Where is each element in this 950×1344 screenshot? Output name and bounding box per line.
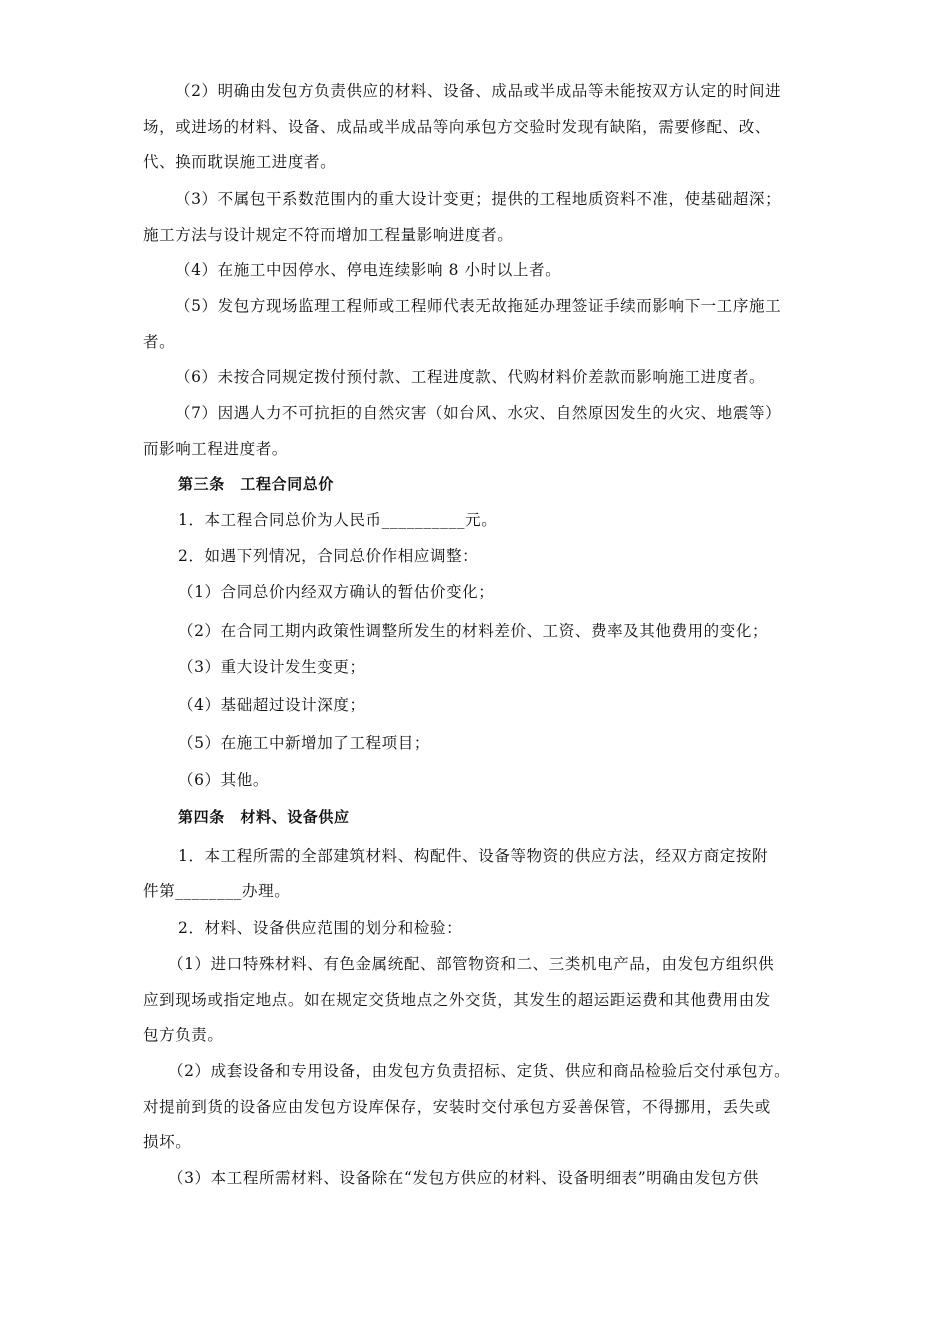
article-3-sub-6: （6）其他。 <box>178 771 269 789</box>
article-3-sub-4: （4）基础超过设计深度； <box>178 696 366 714</box>
article-3-sub-2: （2）在合同工期内政策性调整所发生的材料差价、工资、费率及其他费用的变化； <box>178 622 769 640</box>
article-4-sub-3-line-1: （3）本工程所需材料、设备除在“发包方供应的材料、设备明细表”明确由发包方供 <box>168 1169 760 1187</box>
clause-2-3-line-2: 施工方法与设计规定不符而增加工程量影响进度者。 <box>143 226 514 244</box>
article-3-item-2: 2．如遇下列情况，合同总价作相应调整： <box>178 547 479 565</box>
article-4-sub-2-line-1: （2）成套设备和专用设备，由发包方负责招标、定货、供应和商品检验后交付承包方。 <box>168 1062 791 1080</box>
article-4-sub-2-line-3: 损坏。 <box>143 1133 192 1151</box>
article-4-item-2: 2．材料、设备供应范围的划分和检验： <box>178 919 463 937</box>
clause-2-2-line-3: 代、换而耽误施工进度者。 <box>143 153 337 171</box>
article-4-sub-1-line-2: 应到现场或指定地点。如在规定交货地点之外交货，其发生的超运距运费和其他费用由发 <box>143 991 771 1009</box>
article-4-sub-1-line-3: 包方负责。 <box>143 1026 224 1044</box>
clause-2-5-line-2: 者。 <box>143 333 176 351</box>
article-4-sub-2-line-2: 对提前到货的设备应由发包方设库保存，安装时交付承包方妥善保管，不得挪用，丢失或 <box>143 1098 771 1116</box>
article-3-item-1: 1．本工程合同总价为人民币__________元。 <box>178 511 498 529</box>
article-4-item-1-line-1: 1．本工程所需的全部建筑材料、构配件、设备等物资的供应方法，经双方商定按附 <box>178 847 769 865</box>
article-4-sub-1-line-1: （1）进口特殊材料、有色金属统配、部管物资和二、三类机电产品，由发包方组织供 <box>168 955 775 973</box>
clause-2-2-line-2: 场，或进场的材料、设备、成品或半成品等向承包方交验时发现有缺陷，需要修配、改、 <box>143 118 771 136</box>
clause-2-7-line-2: 而影响工程进度者。 <box>143 440 288 458</box>
clause-2-7-line-1: （7）因遇人力不可抗拒的自然灾害（如台风、水灾、自然原因发生的火灾、地震等） <box>175 404 782 422</box>
article-3-sub-1: （1）合同总价内经双方确认的暂估价变化； <box>178 583 495 601</box>
article-3-heading: 第三条 工程合同总价 <box>178 475 335 493</box>
article-3-sub-3: （3）重大设计发生变更； <box>178 658 366 676</box>
clause-2-3-line-1: （3）不属包干系数范围内的重大设计变更；提供的工程地质资料不准，使基础超深； <box>175 190 782 208</box>
article-4-item-1-line-2: 件第________办理。 <box>143 882 291 900</box>
article-3-sub-5: （5）在施工中新增加了工程项目； <box>178 734 430 752</box>
clause-2-2-line-1: （2）明确由发包方负责供应的材料、设备、成品或半成品等未能按双方认定的时间进 <box>175 82 782 100</box>
clause-2-5-line-1: （5）发包方现场监理工程师或工程师代表无故拖延办理签证手续而影响下一工序施工 <box>175 297 782 315</box>
article-4-heading: 第四条 材料、设备供应 <box>178 808 350 826</box>
clause-2-4-line-1: （4）在施工中因停水、停电连续影响 8 小时以上者。 <box>175 261 562 279</box>
clause-2-6-line-1: （6）未按合同规定拨付预付款、工程进度款、代购材料价差款而影响施工进度者。 <box>175 368 766 386</box>
